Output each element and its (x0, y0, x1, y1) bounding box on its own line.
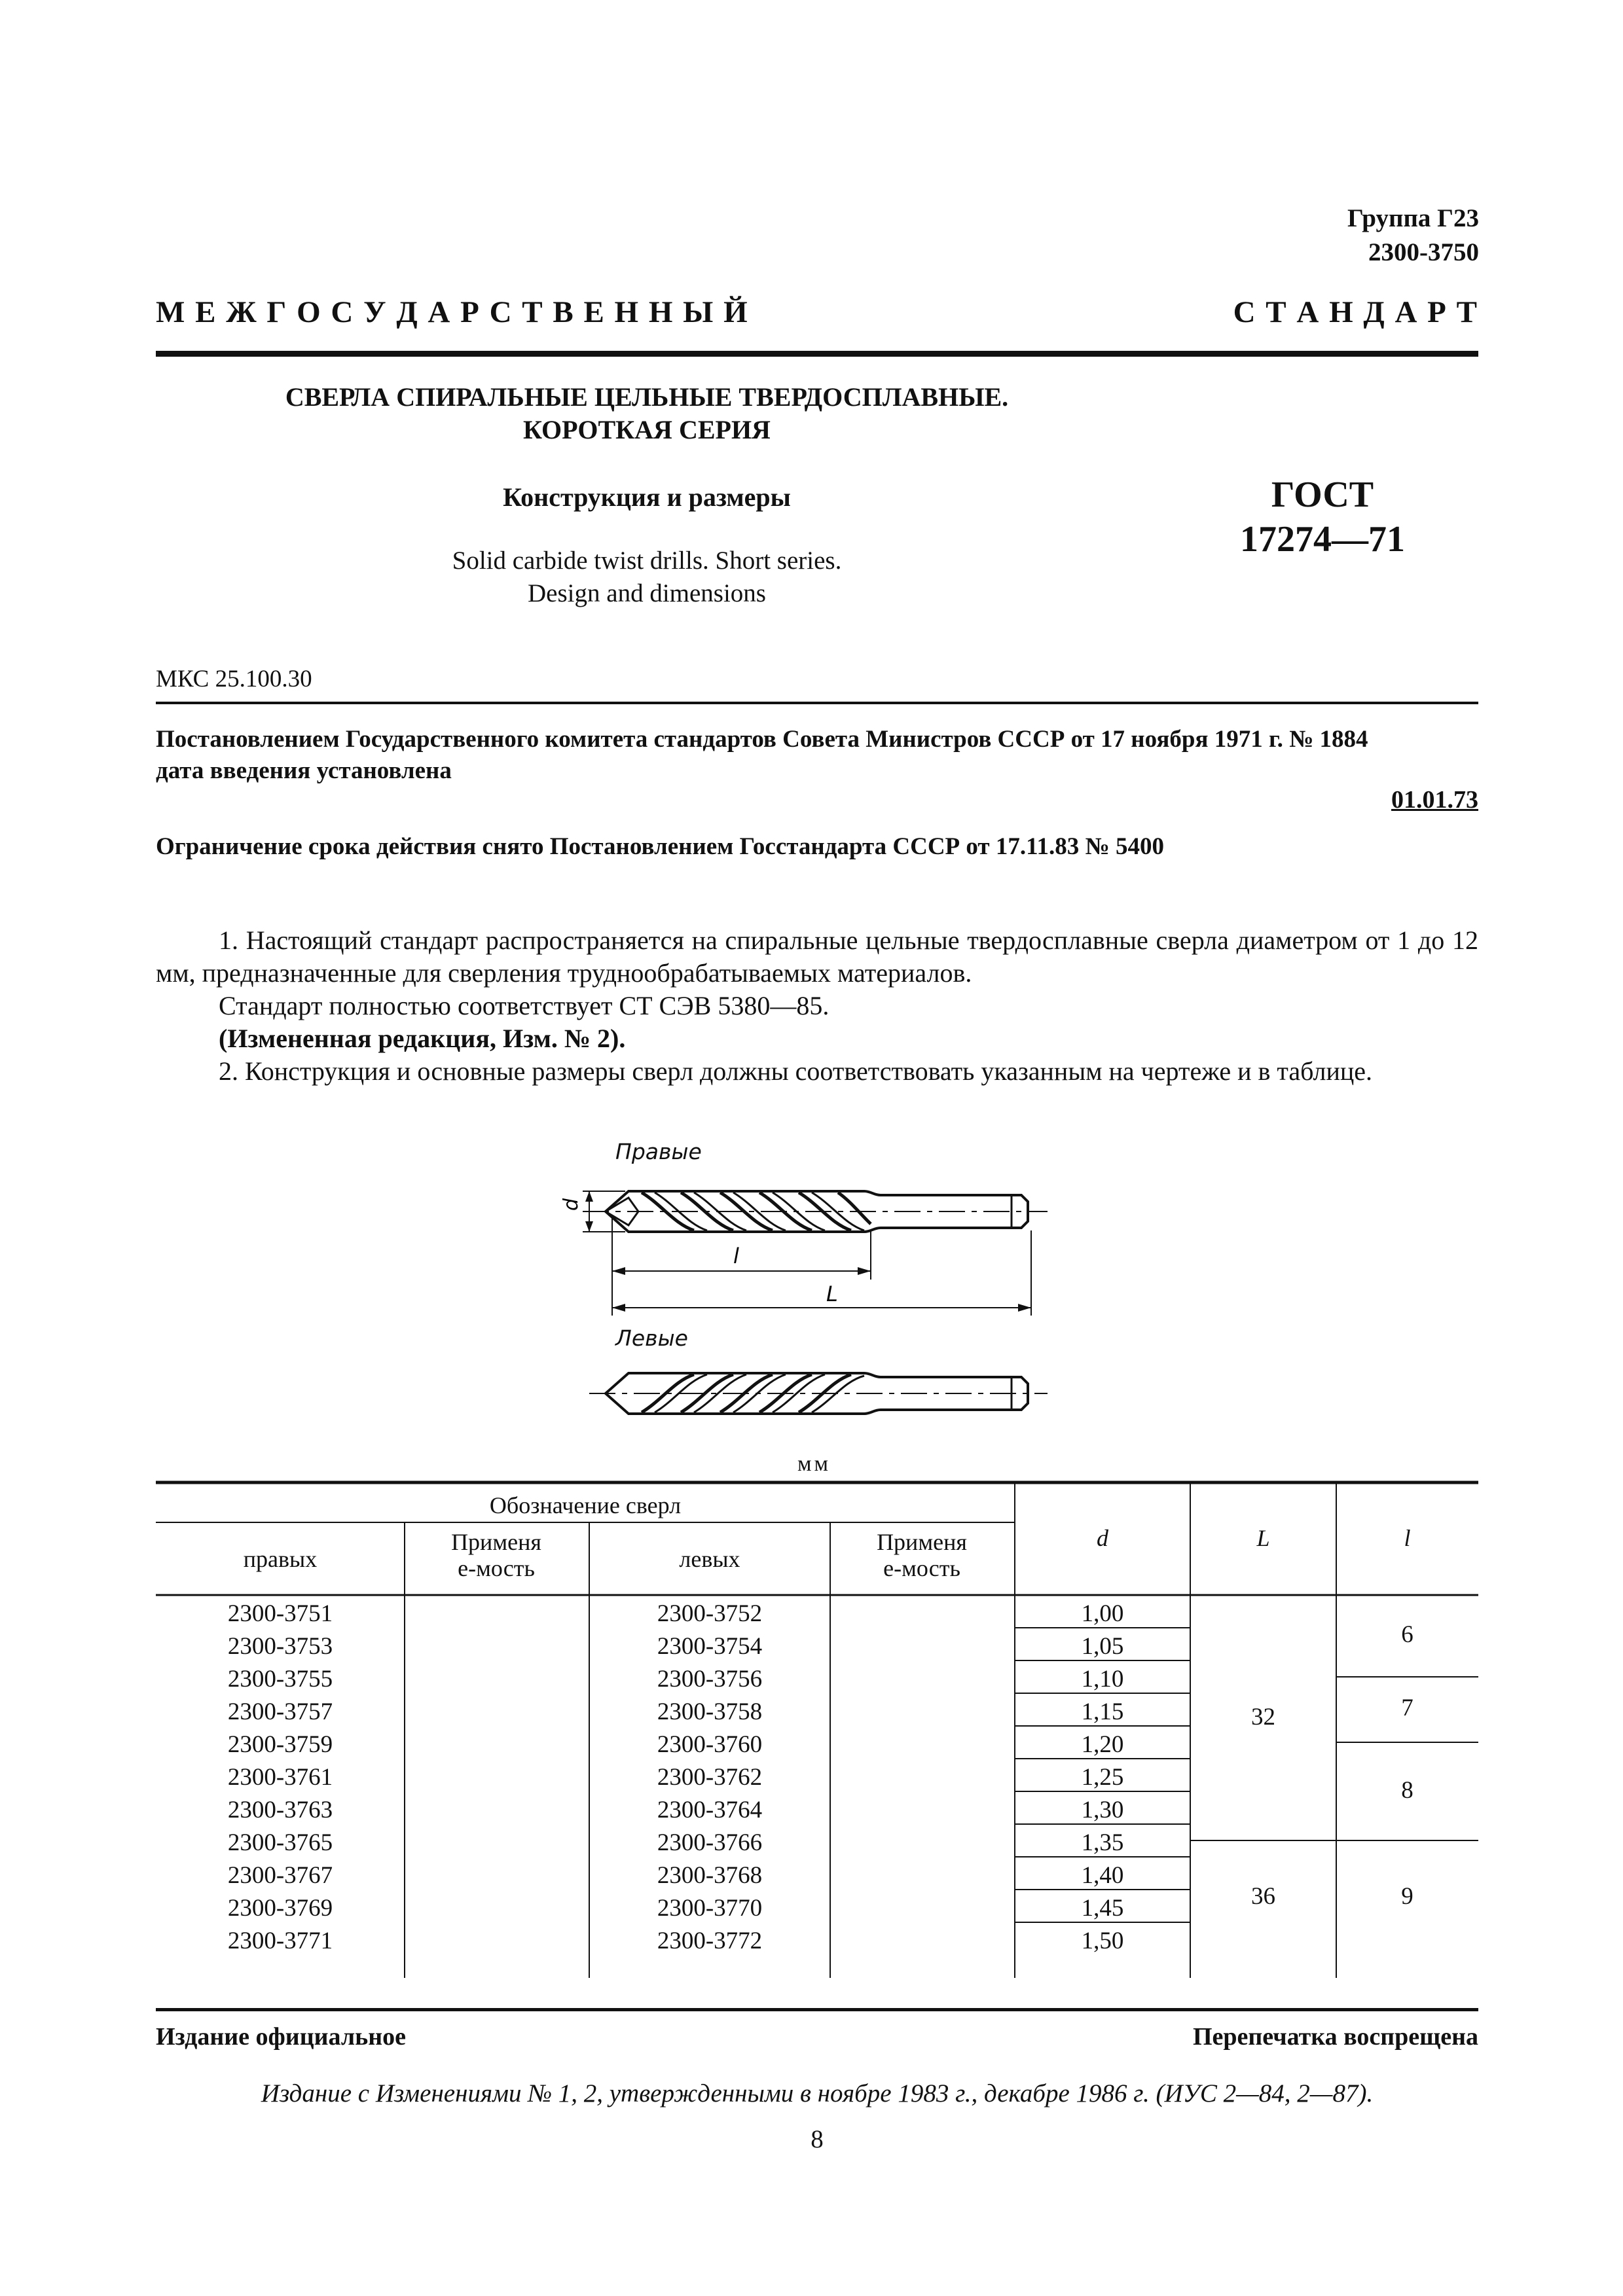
amendments-note: Издание с Изменениями № 1, 2, утвержденными в ноябре 1983 г., декабре 1986 г. (ИУС 2—84, 2—87). (261, 2079, 1374, 2108)
length-L-group-2: 36 (1251, 1883, 1275, 1910)
table-row (156, 1761, 1190, 1793)
table-row (156, 1924, 1190, 1957)
right-designation: 2300-3759 (227, 1731, 333, 1758)
left-designation: 2300-3766 (657, 1829, 763, 1856)
dim-L-label: L (826, 1282, 838, 1306)
right-designation: 2300-3751 (227, 1600, 333, 1627)
page-number: 8 (811, 2125, 824, 2153)
table-row (156, 1892, 1190, 1924)
left-designation: 2300-3756 (657, 1666, 763, 1693)
length-l-group-1: 6 (1401, 1621, 1413, 1648)
col-applicability-right-header: Применяе-мость (451, 1529, 541, 1581)
table-row (156, 1662, 1190, 1695)
title-line-2: КОРОТКАЯ СЕРИЯ (523, 415, 771, 444)
group-line-2: 2300-3750 (1368, 238, 1479, 266)
right-designation: 2300-3761 (227, 1764, 333, 1791)
left-designation: 2300-3762 (657, 1764, 763, 1791)
col-applicability-left-header: Применяе-мость (877, 1529, 967, 1581)
left-designation: 2300-3764 (657, 1797, 763, 1823)
diameter-value: 1,15 (1081, 1698, 1124, 1725)
left-designation: 2300-3754 (657, 1633, 763, 1660)
col-L-header: L (1256, 1525, 1270, 1551)
left-designation: 2300-3768 (657, 1862, 763, 1889)
right-designation: 2300-3769 (227, 1895, 333, 1922)
length-l-group-4: 9 (1401, 1883, 1413, 1910)
standard-word: С Т А Н Д А Р Т (1233, 295, 1478, 329)
drill-table (156, 1480, 1478, 1971)
col-d-header: d (1097, 1525, 1108, 1551)
reprint-prohibited-label: Перепечатка воспрещена (1192, 2023, 1478, 2051)
right-designation: 2300-3771 (227, 1928, 333, 1954)
table-row (156, 1728, 1190, 1761)
diameter-value: 1,10 (1081, 1666, 1124, 1693)
table-row (156, 1695, 1190, 1728)
interstate-word: М Е Ж Г О С У Д А Р С Т В Е Н Н Ы Й (156, 295, 749, 329)
diameter-value: 1,25 (1081, 1764, 1124, 1791)
units-label: мм (797, 1452, 831, 1476)
decree-line-2: дата введения установлена (156, 757, 452, 784)
diameter-value: 1,50 (1081, 1928, 1124, 1954)
diameter-value: 1,45 (1081, 1895, 1124, 1922)
table-row (156, 1597, 1190, 1630)
subtitle-en-line-1: Solid carbide twist drills. Short series. (452, 547, 842, 575)
paragraph-3: 2. Конструкция и основные размеры сверл должны соответствовать указанным на чертеже и в таблице. (219, 1056, 1373, 1086)
diameter-value: 1,00 (1081, 1600, 1124, 1627)
right-designation: 2300-3753 (227, 1633, 333, 1660)
decree-line-1: Постановлением Государственного комитета стандартов Совета Министров СССР от 17 ноября 1971 г. № 1884 (156, 726, 1368, 753)
paragraph-1: 1. Настоящий стандарт распространяется на спиральные цельные твердосплавные сверла диаметром от 1 до 12 мм, предназначенные для сверления труднообрабатываемых материалов. (156, 925, 1478, 988)
footer-rule (156, 2008, 1478, 2011)
limitation-note: Ограничение срока действия снято Постановлением Госстандарта СССР от 17.11.83 № 5400 (156, 833, 1164, 860)
diameter-value: 1,05 (1081, 1633, 1124, 1660)
paragraph-2: Стандарт полностью соответствует СТ СЭВ 5380—85. (219, 991, 830, 1020)
length-L-group-1: 32 (1251, 1704, 1275, 1731)
right-designation: 2300-3755 (227, 1666, 333, 1693)
left-designation: 2300-3752 (657, 1600, 763, 1627)
group-line-1: Группа Г23 (1347, 204, 1479, 232)
left-designation: 2300-3772 (657, 1928, 763, 1954)
right-drill-diagram (583, 1191, 1048, 1316)
table-row (156, 1630, 1190, 1662)
diameter-value: 1,35 (1081, 1829, 1124, 1856)
table-row (156, 1859, 1190, 1892)
right-designation: 2300-3765 (227, 1829, 333, 1856)
length-l-group-2: 7 (1401, 1695, 1413, 1721)
col-l-header: l (1404, 1525, 1411, 1551)
dim-d-label: d (560, 1198, 583, 1211)
left-designation: 2300-3760 (657, 1731, 763, 1758)
subtitle-en-line-2: Design and dimensions (528, 579, 766, 607)
mks-code: МКС 25.100.30 (156, 666, 312, 692)
diameter-value: 1,20 (1081, 1731, 1124, 1758)
diameter-value: 1,40 (1081, 1862, 1124, 1889)
left-drill-label: Левые (615, 1325, 688, 1351)
official-edition-label: Издание официальное (156, 2023, 407, 2051)
title-line-1: СВЕРЛА СПИРАЛЬНЫЕ ЦЕЛЬНЫЕ ТВЕРДОСПЛАВНЫЕ. (285, 382, 1009, 412)
table-row (156, 1793, 1190, 1826)
right-designation: 2300-3767 (227, 1862, 333, 1889)
table-row (156, 1826, 1190, 1859)
amendment-note: (Измененная редакция, Изм. № 2). (219, 1024, 626, 1053)
gost-label: ГОСТ (1271, 475, 1374, 515)
left-designation: 2300-3770 (657, 1895, 763, 1922)
right-designation: 2300-3763 (227, 1797, 333, 1823)
col-left-header: левых (679, 1546, 740, 1572)
gost-code: 17274—71 (1240, 519, 1405, 560)
right-designation: 2300-3757 (227, 1698, 333, 1725)
left-designation: 2300-3758 (657, 1698, 763, 1725)
dim-l-label: l (733, 1244, 739, 1268)
col-right-header: правых (243, 1546, 318, 1572)
introduction-date: 01.01.73 (1391, 786, 1478, 814)
left-drill-diagram (589, 1373, 1048, 1414)
right-drill-label: Правые (615, 1139, 702, 1164)
diameter-value: 1,30 (1081, 1797, 1124, 1823)
designation-header: Обозначение сверл (489, 1492, 682, 1518)
subtitle-ru: Конструкция и размеры (503, 482, 791, 512)
length-l-group-3: 8 (1401, 1777, 1413, 1804)
